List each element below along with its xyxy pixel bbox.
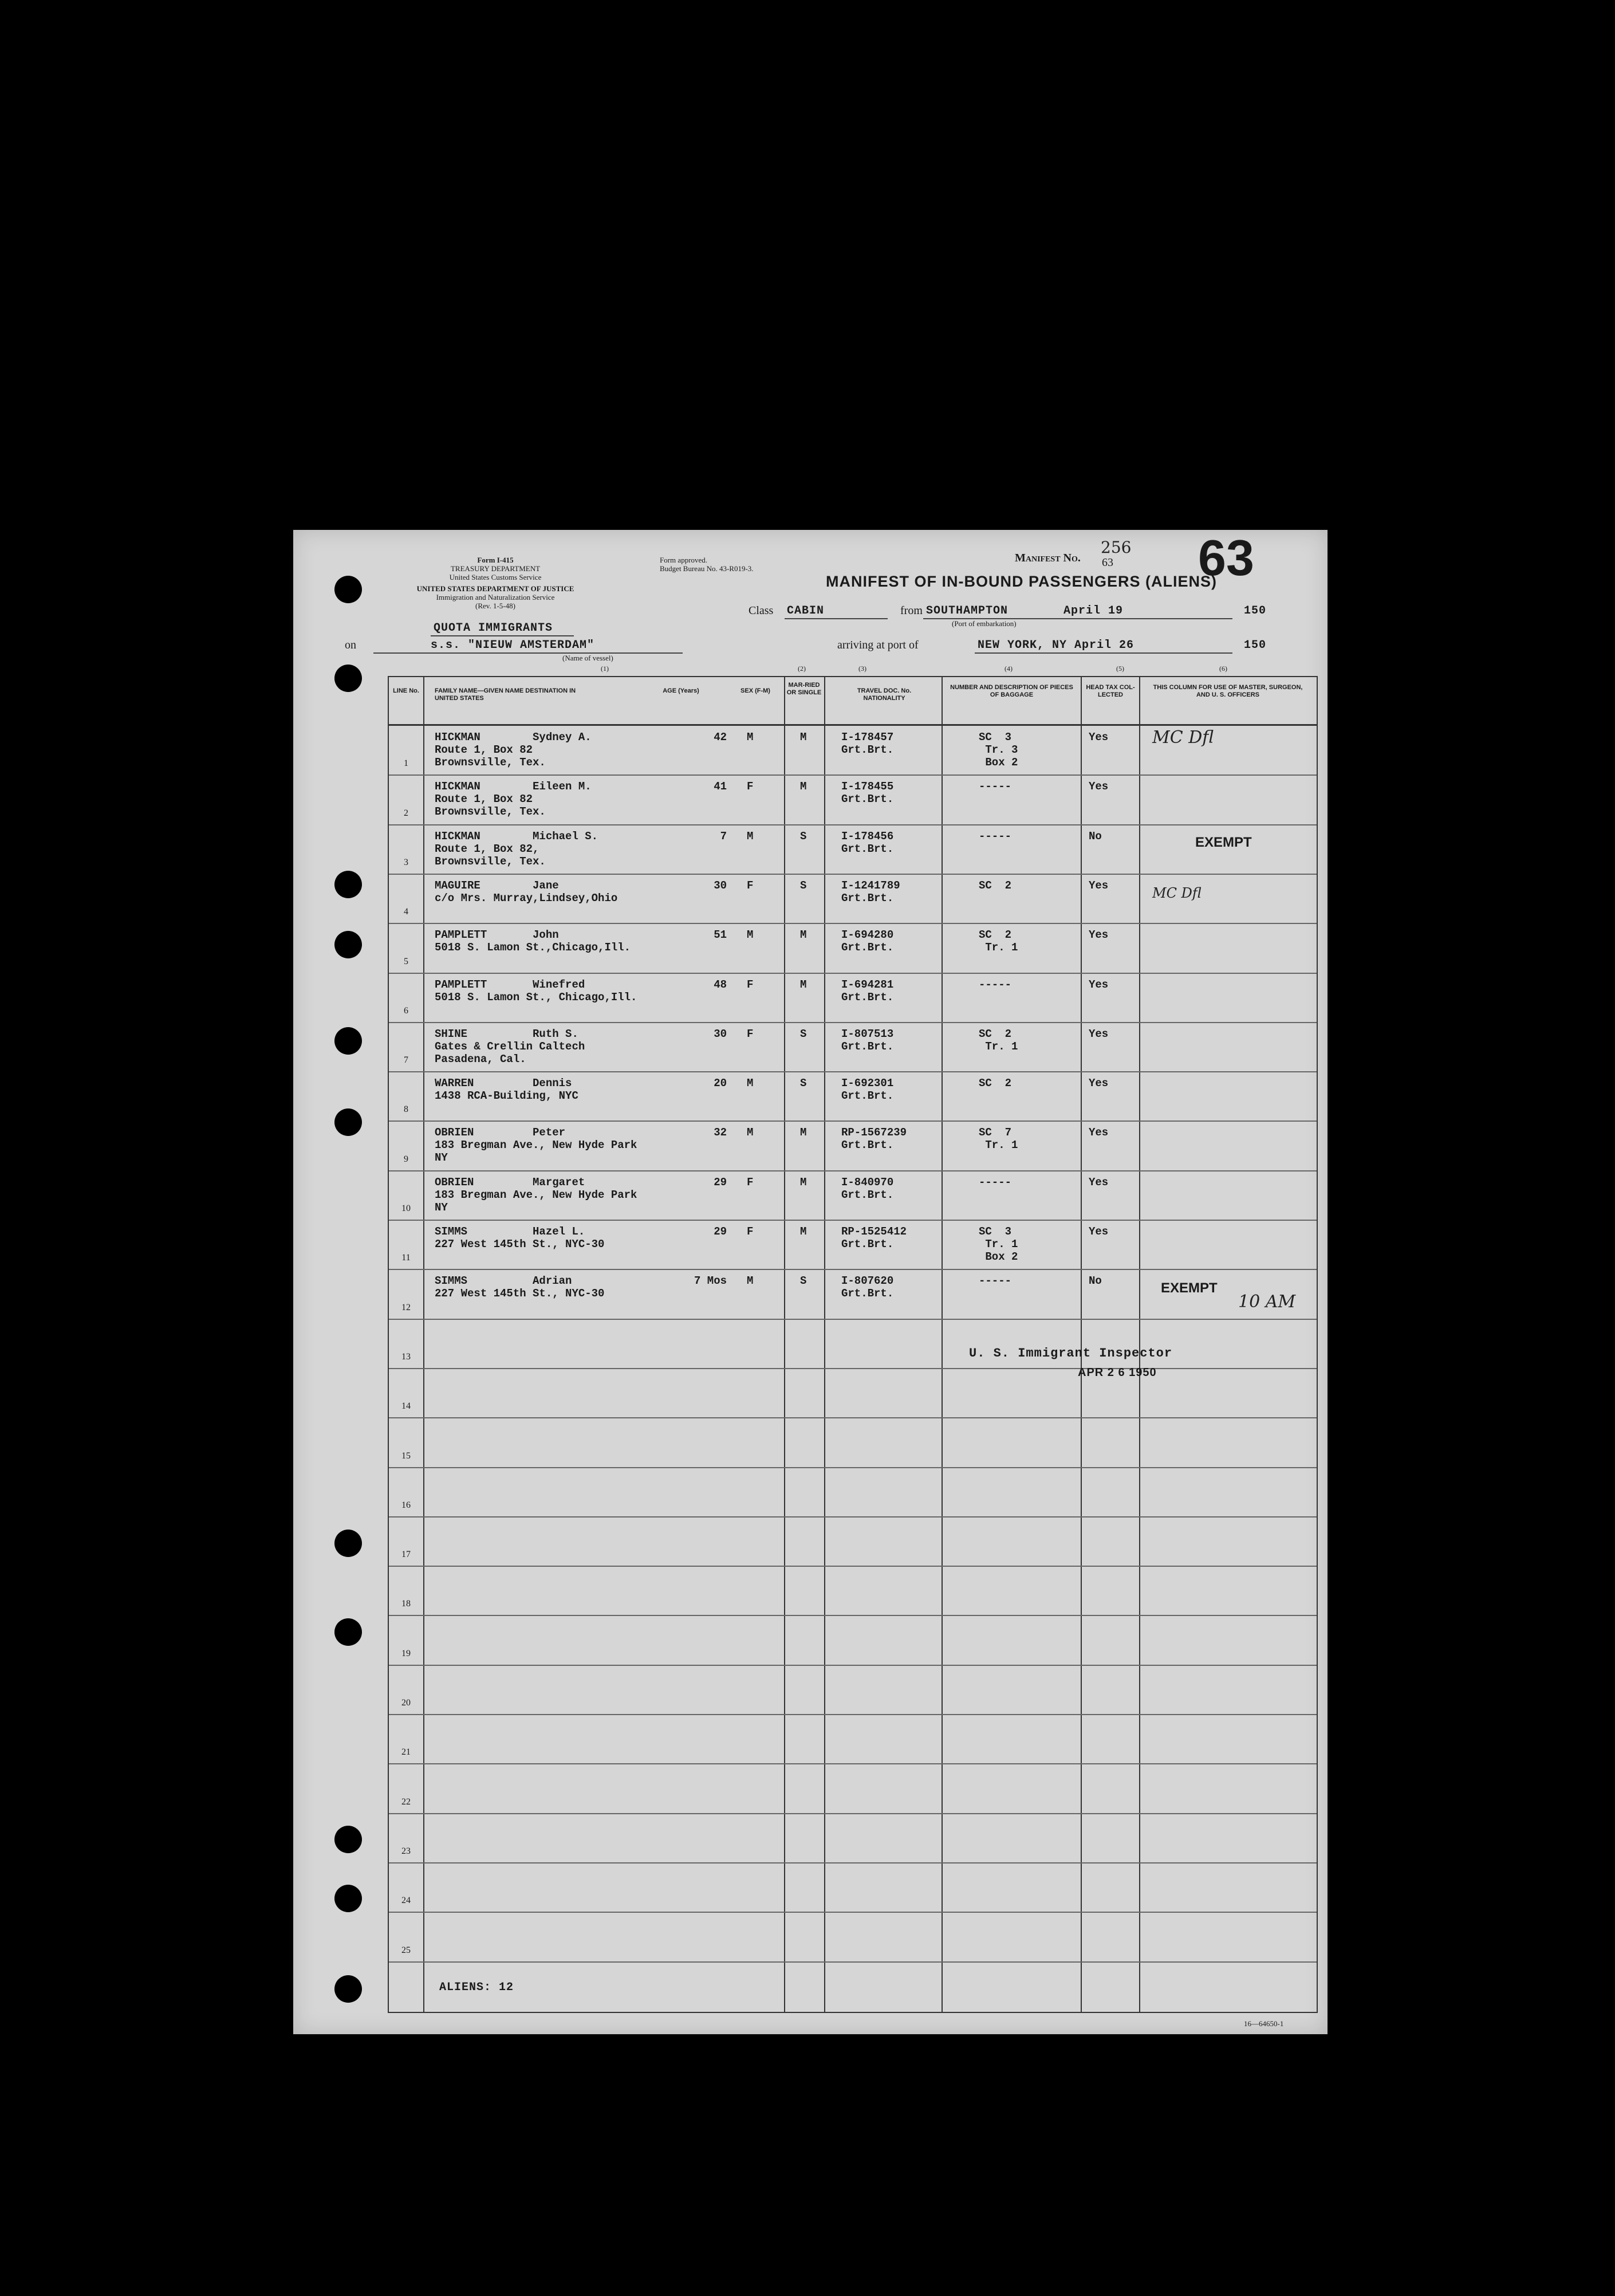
baggage: -----: [979, 1175, 1012, 1189]
line-number: 3: [404, 857, 408, 867]
punch-hole: [334, 665, 362, 692]
punch-hole: [334, 1618, 362, 1646]
form-number: Form I-415: [477, 556, 514, 564]
baggage: -----: [979, 829, 1012, 843]
justice-dept: UNITED STATES DEPARTMENT OF JUSTICE: [416, 584, 574, 593]
travel-doc: I-694281 Grt.Brt.: [841, 978, 894, 1004]
passenger-age: 7 Mos: [694, 1275, 727, 1288]
passenger-name: HICKMAN Sydney A. Route 1, Box 82 Brownsville, Tex.: [435, 731, 592, 769]
passenger-sex: M: [747, 1077, 754, 1090]
manifest-label: Manifest No.: [1015, 552, 1081, 564]
footer-code: 16—64650-1: [1244, 2019, 1284, 2028]
baggage: -----: [979, 1275, 1012, 1288]
passenger-sex: M: [747, 829, 754, 843]
travel-doc: I-178457 Grt.Brt.: [841, 731, 894, 756]
baggage: SC 2: [979, 879, 1012, 892]
passenger-age: 30: [714, 1027, 727, 1040]
passenger-sex: F: [747, 780, 754, 793]
aliens-total: ALIENS: 12: [439, 1981, 514, 1994]
head-tax: Yes: [1089, 1175, 1109, 1189]
line-number: 5: [404, 956, 408, 966]
col-travel-doc: TRAVEL DOC. No. NATIONALITY: [857, 687, 912, 702]
punch-hole: [334, 576, 362, 603]
passenger-age: 20: [714, 1077, 727, 1090]
line-number: 4: [404, 907, 408, 917]
punch-hole: [334, 1826, 362, 1853]
arriving-port: NEW YORK, NY April 26: [978, 639, 1135, 652]
passenger-name: MAGUIRE Jane c/o Mrs. Murray,Lindsey,Ohio: [435, 879, 618, 905]
passenger-age: 48: [714, 978, 727, 991]
passenger-age: 32: [714, 1126, 727, 1139]
line-number: 20: [401, 1698, 411, 1708]
marital-status: S: [800, 879, 807, 892]
marital-status: M: [800, 1126, 807, 1139]
passenger-age: 29: [714, 1175, 727, 1189]
time-note: 10 AM: [1238, 1292, 1296, 1312]
head-tax: Yes: [1089, 1077, 1109, 1090]
manifest-handwritten: 256: [1101, 538, 1132, 557]
line-number: 24: [401, 1896, 411, 1906]
head-tax: Yes: [1089, 1225, 1109, 1238]
passenger-sex: F: [747, 1225, 754, 1238]
col-married: MAR-RIED OR SINGLE: [786, 682, 822, 696]
passenger-age: 7: [720, 829, 727, 843]
customs-service: United States Customs Service: [449, 573, 542, 581]
col-baggage: NUMBER AND DESCRIPTION OF PIECES OF BAGGAGE: [950, 684, 1073, 698]
passenger-name: HICKMAN Eileen M. Route 1, Box 82 Brownsville, Tex.: [435, 780, 592, 819]
passenger-age: 30: [714, 879, 727, 892]
punch-hole: [334, 1530, 362, 1557]
head-tax: Yes: [1089, 1126, 1109, 1139]
col-line-no: LINE No.: [393, 687, 419, 694]
line-number: 6: [404, 1005, 408, 1016]
arriving-year: 150: [1244, 639, 1267, 652]
punch-hole: [334, 931, 362, 958]
passenger-name: HICKMAN Michael S. Route 1, Box 82, Brownsville, Tex.: [435, 829, 598, 868]
head-tax: Yes: [1089, 780, 1109, 793]
baggage: -----: [979, 978, 1012, 991]
line-number: 12: [401, 1302, 411, 1312]
head-tax: Yes: [1089, 731, 1109, 744]
marital-status: S: [800, 829, 807, 843]
exempt-stamp: EXEMPT: [1161, 1280, 1218, 1296]
marital-status: M: [800, 731, 807, 744]
travel-doc: I-694280 Grt.Brt.: [841, 929, 894, 954]
manifest-title: MANIFEST OF IN-BOUND PASSENGERS (ALIENS): [826, 573, 1218, 590]
marital-status: S: [800, 1077, 807, 1090]
passenger-table: (1) (2) (3) (4) (5) (6) LINE No. FAMILY NAME—GIVEN NAME DESTINATION IN UNITED STATES AGE (Years) SEX (F-M) MAR-RIED OR SINGLE TRAVEL DOC. No. NATIONALITY NUMBER AND DESCRIPTION OF PIECES OF BAGGAGE HEAD TAX COL-LECTED THIS COLUMN FOR USE OF MASTER, SURGEON, AND U. S. OFFICERS 1 HICKMAN Sydney A. Route 1, Box 82 Brownsville, Tex. 42 M M I-178457 Grt.Brt. SC 3 Tr. 3 Box 2 Yes 2 HICKMAN Eileen M. Route 1, Box 82 Brownsville, Tex. 41 F M I-178455 Grt.Brt. ----- Yes 3 HICKMAN Michael S. Route 1, Box 82, Brownsville, Tex. 7 M S I-178456 Grt.Brt. ----- No 4 MAGUIRE Jane c/o Mrs. Murray,Lindsey,Ohio 30 F S I-1241789 Grt.Brt. SC 2 Yes 5 PAMPLETT John 5018 S. Lamon St.,Chicago,Ill. 51 M M I-694280 Grt.Brt. SC 2 Tr. 1 Yes 6 PAMPLETT Winefred 5018 S. Lamon St., Chicago,Ill. 48 F M I-694281 Grt.Brt. ----- Yes 7 SHINE Ruth S. Gates & Crellin Caltech Pasadena, Cal. 30 F S I-807513 Grt.Brt. SC 2 Tr. 1 Yes 8 WARREN Dennis 1438 RCA-Building, NYC 20 M S I-692301 Grt.Brt. SC 2 Yes 9 OBRIEN Peter 183 Bregman Ave., New Hyde Park NY 32 M M RP-1567239 Grt.Brt. SC 7 Tr. 1 Yes 10 OBRIEN Margaret 183 Bregman Ave., New Hyde Park NY 29 F M I-840970 Grt.Brt. ----- Yes 11 SIMMS Hazel L. 227 West 145th St., NYC-30 29 F M RP-1525412 Grt.Brt. SC 3 Tr. 1 Box 2 Yes 12 SIMMS Adrian 227 West 145th St., NYC-30 7 Mos M S I-807620 Grt.Brt. ----- No 13 14 15 16 17 18 19 20 21 22 23 24 25: [388, 676, 1318, 2013]
baggage: SC 2 Tr. 1: [979, 1027, 1018, 1053]
line-number: 2: [404, 808, 408, 818]
head-tax: No: [1089, 829, 1102, 843]
col-head-tax: HEAD TAX COL-LECTED: [1086, 684, 1135, 698]
quota-heading: QUOTA IMMIGRANTS: [434, 622, 553, 635]
line-number: 10: [401, 1204, 411, 1213]
treasury-dept: TREASURY DEPARTMENT: [450, 564, 541, 573]
head-tax: Yes: [1089, 1027, 1109, 1040]
inspector-signature-line: U. S. Immigrant Inspector: [969, 1346, 1173, 1361]
col-officers: THIS COLUMN FOR USE OF MASTER, SURGEON, AND U. S. OFFICERS: [1153, 684, 1303, 698]
officer-initials: MC Dfl: [1152, 728, 1214, 748]
baggage: SC 7 Tr. 1: [979, 1126, 1018, 1152]
travel-doc: I-178456 Grt.Brt.: [841, 829, 894, 855]
travel-doc: I-807513 Grt.Brt.: [841, 1027, 894, 1053]
class-label: Class: [749, 604, 774, 617]
passenger-age: 51: [714, 929, 727, 942]
passenger-name: SIMMS Adrian 227 West 145th St., NYC-30: [435, 1275, 605, 1300]
punch-hole: [334, 1885, 362, 1912]
manifest-sheet: [293, 530, 1328, 2034]
baggage: SC 3 Tr. 1 Box 2: [979, 1225, 1018, 1263]
passenger-name: OBRIEN Margaret 183 Bregman Ave., New Hyde Park NY: [435, 1175, 637, 1214]
marital-status: M: [800, 1225, 807, 1238]
line-number: 8: [404, 1104, 408, 1115]
line-number: 14: [401, 1401, 411, 1412]
marital-status: S: [800, 1275, 807, 1288]
col-sex: SEX (F-M): [740, 687, 770, 694]
revision: (Rev. 1-5-48): [475, 601, 515, 610]
passenger-sex: M: [747, 1126, 754, 1139]
punch-hole: [334, 871, 362, 898]
line-number: 17: [401, 1550, 411, 1560]
punch-hole: [334, 1975, 362, 2003]
form-approved: Form approved.: [660, 556, 708, 564]
travel-doc: RP-1525412 Grt.Brt.: [841, 1225, 907, 1251]
head-tax: Yes: [1089, 978, 1109, 991]
marital-status: S: [800, 1027, 807, 1040]
line-number: 19: [401, 1648, 411, 1658]
passenger-name: WARREN Dennis 1438 RCA-Building, NYC: [435, 1077, 578, 1103]
from-year: 150: [1244, 604, 1267, 618]
from-label: from: [900, 604, 923, 617]
passenger-sex: F: [747, 1175, 754, 1189]
line-number: 9: [404, 1154, 408, 1164]
budget-bureau: Budget Bureau No. 43-R019-3.: [660, 564, 754, 573]
baggage: SC 3 Tr. 3 Box 2: [979, 731, 1018, 769]
manifest-number: 63: [1102, 556, 1113, 569]
marital-status: M: [800, 780, 807, 793]
passenger-sex: F: [747, 879, 754, 892]
on-label: on: [345, 639, 356, 651]
line-number: 18: [401, 1599, 411, 1609]
col-name: FAMILY NAME—GIVEN NAME DESTINATION IN UNITED STATES: [435, 687, 576, 702]
head-tax: No: [1089, 1275, 1102, 1288]
ins-service: Immigration and Naturalization Service: [436, 593, 555, 601]
manifest-big-number: 63: [1198, 529, 1254, 586]
travel-doc: I-840970 Grt.Brt.: [841, 1175, 894, 1201]
passenger-age: 29: [714, 1225, 727, 1238]
line-number: 7: [404, 1055, 408, 1066]
exempt-stamp: EXEMPT: [1195, 835, 1252, 850]
line-number: 11: [401, 1253, 411, 1263]
passenger-sex: F: [747, 1027, 754, 1040]
baggage: SC 2: [979, 1077, 1012, 1090]
marital-status: M: [800, 1175, 807, 1189]
line-number: 22: [401, 1796, 411, 1807]
port-embark-caption: (Port of embarkation): [952, 619, 1017, 628]
passenger-name: OBRIEN Peter 183 Bregman Ave., New Hyde Park NY: [435, 1126, 637, 1165]
vessel-caption: (Name of vessel): [562, 654, 613, 662]
class-value: CABIN: [787, 604, 825, 618]
passenger-name: SHINE Ruth S. Gates & Crellin Caltech Pasadena, Cal.: [435, 1027, 585, 1066]
baggage: -----: [979, 780, 1012, 793]
passenger-sex: F: [747, 978, 754, 991]
passenger-sex: M: [747, 731, 754, 744]
passenger-sex: M: [747, 1275, 754, 1288]
travel-doc: I-807620 Grt.Brt.: [841, 1275, 894, 1300]
head-tax: Yes: [1089, 929, 1109, 942]
line-number: 16: [401, 1500, 411, 1510]
travel-doc: I-178455 Grt.Brt.: [841, 780, 894, 806]
line-number: 25: [401, 1945, 411, 1955]
marital-status: M: [800, 978, 807, 991]
officer-initials: MC Dfl: [1152, 885, 1202, 901]
from-date: April 19: [1063, 604, 1124, 618]
line-number: 23: [401, 1846, 411, 1856]
travel-doc: I-1241789 Grt.Brt.: [841, 879, 900, 905]
line-number: 13: [401, 1351, 411, 1362]
vessel-name: s.s. "NIEUW AMSTERDAM": [431, 639, 595, 652]
passenger-age: 42: [714, 731, 727, 744]
passenger-sex: M: [747, 929, 754, 942]
from-port: SOUTHAMPTON: [926, 604, 1009, 618]
passenger-age: 41: [714, 780, 727, 793]
inspector-date-stamp: APR 2 6 1950: [1078, 1366, 1157, 1379]
passenger-name: SIMMS Hazel L. 227 West 145th St., NYC-30: [435, 1225, 605, 1251]
travel-doc: RP-1567239 Grt.Brt.: [841, 1126, 907, 1152]
line-number: 21: [401, 1747, 411, 1758]
travel-doc: I-692301 Grt.Brt.: [841, 1077, 894, 1103]
marital-status: M: [800, 929, 807, 942]
line-number: 1: [404, 758, 408, 769]
passenger-name: PAMPLETT Winefred 5018 S. Lamon St., Chicago,Ill.: [435, 978, 637, 1004]
punch-hole: [334, 1108, 362, 1136]
baggage: SC 2 Tr. 1: [979, 929, 1018, 954]
line-number: 15: [401, 1450, 411, 1461]
head-tax: Yes: [1089, 879, 1109, 892]
col-age: AGE (Years): [663, 687, 699, 694]
arriving-label: arriving at port of: [837, 639, 919, 651]
passenger-name: PAMPLETT John 5018 S. Lamon St.,Chicago,Ill.: [435, 929, 631, 954]
punch-hole: [334, 1027, 362, 1055]
